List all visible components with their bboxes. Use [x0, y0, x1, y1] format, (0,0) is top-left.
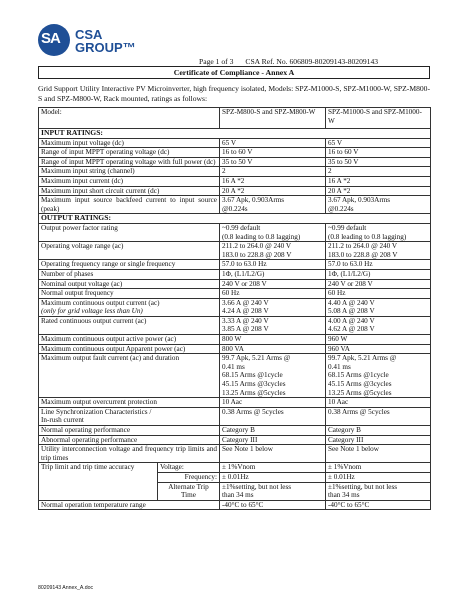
row-value-col1: 60 Hz — [220, 289, 326, 299]
header-col1: SPZ-M800-S and SPZ-M800-W — [220, 108, 326, 129]
row-value-col1: 3.66 A @ 240 V 4.24 A @ 208 V — [220, 298, 326, 316]
csa-group-logo — [38, 24, 158, 64]
row-value-col1: Category III — [220, 435, 326, 445]
row-value-col1: 800 VA — [220, 344, 326, 354]
row-label: Abnormal operating performance — [39, 435, 220, 445]
row-value-col2: 16 A *2 — [326, 176, 431, 186]
row-label: Operating voltage range (ac) — [39, 242, 220, 260]
table-row — [39, 289, 431, 299]
table-row — [39, 445, 431, 463]
table-row — [39, 148, 431, 158]
row-label: Normal output frequency — [39, 289, 220, 299]
table-row — [39, 176, 431, 186]
row-label: Maximum continuous output Apparent power (ac) — [39, 344, 220, 354]
row-label: Maximum continuous output current (ac) (only for grid voltage less than Un) — [39, 298, 220, 316]
row-value-col2: 0.38 Arms @ 5cycles — [326, 407, 431, 425]
section-output-ratings: OUTPUT RATINGS: — [39, 214, 431, 224]
table-row — [39, 223, 431, 241]
trip-sublabel-frequency: Frequency: — [158, 472, 220, 482]
row-value-col2: 20 A *2 — [326, 186, 431, 196]
row-value-col1: ± 1%Vnom — [220, 463, 326, 473]
row-value-col2: 3.67 Apk, 0.903Arms @0.224s — [326, 196, 431, 214]
row-value-col1: ~0.99 default (0.8 leading to 0.8 lagging) — [220, 223, 326, 241]
section-row — [39, 129, 431, 139]
table-row — [39, 167, 431, 177]
table-row — [39, 186, 431, 196]
trip-sublabel-voltage: Voltage: — [158, 463, 220, 473]
row-value-col2: 4.00 A @ 240 V 4.62 A @ 208 V — [326, 316, 431, 334]
row-value-col2: 960 VA — [326, 344, 431, 354]
row-label: Nominal output voltage (ac) — [39, 279, 220, 289]
section-row — [39, 214, 431, 224]
row-value-col1: 16 A *2 — [220, 176, 326, 186]
row-value-col2: 57.0 to 63.0 Hz — [326, 260, 431, 270]
row-value-col1: 57.0 to 63.0 Hz — [220, 260, 326, 270]
page-number: Page 1 of 3 — [199, 57, 234, 66]
table-row — [39, 407, 431, 425]
table-row — [39, 463, 431, 473]
row-value-col2: Category III — [326, 435, 431, 445]
row-value-col2: 1Φ, (L1/L2/G) — [326, 269, 431, 279]
logo-word-csa: CSA — [75, 27, 103, 42]
intro-paragraph: Grid Support Utility Interactive PV Microinverter, high frequency isolated, Models: SPZ-M1000-S, SPZ-M1000-W, SPZ-M800-S and SPZ-M800-W, Rack mounted, ratings as follows: — [38, 84, 430, 103]
annex-title: Certificate of Compliance - Annex A — [38, 66, 430, 79]
row-value-col1: See Note 1 below — [220, 445, 326, 463]
row-value-col1: 10 Aac — [220, 398, 326, 408]
table-row — [39, 138, 431, 148]
ratings-table — [38, 107, 431, 510]
row-value-col2: 16 to 60 V — [326, 148, 431, 158]
header-col2: SPZ-M1000-S and SPZ-M1000-W — [326, 108, 431, 129]
row-value-col2: ± 0.01Hz — [326, 472, 431, 482]
row-label: Trip limit and trip time accuracy — [39, 463, 158, 500]
row-value-col2: 4.40 A @ 240 V 5.08 A @ 208 V — [326, 298, 431, 316]
row-label: Normal operating performance — [39, 426, 220, 436]
row-value-col2: See Note 1 below — [326, 445, 431, 463]
row-value-col2: ± 1%Vnom — [326, 463, 431, 473]
row-value-col1: 35 to 50 V — [220, 157, 326, 167]
row-value-col1: 16 to 60 V — [220, 148, 326, 158]
section-input-ratings: INPUT RATINGS: — [39, 129, 431, 139]
row-value-col2: 10 Aac — [326, 398, 431, 408]
row-value-col2: 65 V — [326, 138, 431, 148]
row-value-col2: 211.2 to 264.0 @ 240 V 183.0 to 228.8 @ 208 V — [326, 242, 431, 260]
table-row — [39, 435, 431, 445]
row-label: Number of phases — [39, 269, 220, 279]
row-value-col2: Category B — [326, 426, 431, 436]
row-value-col1: 3.67 Apk, 0.903Arms @0.224s — [220, 196, 326, 214]
table-row — [39, 316, 431, 334]
trip-sublabel-alternate: Alternate Trip Time — [158, 482, 220, 500]
row-value-col2: 960 W — [326, 335, 431, 345]
row-label: Maximum input source backfeed current to input source (peak) — [39, 196, 220, 214]
row-value-col2: 35 to 50 V — [326, 157, 431, 167]
header-model: Model: — [39, 108, 220, 129]
table-row — [39, 426, 431, 436]
csa-ref-number: CSA Ref. No. 606809-80209143-80209143 — [245, 57, 379, 66]
row-label: Range of input MPPT operating voltage (dc) — [39, 148, 220, 158]
csa-logo-mark: SA — [38, 24, 70, 56]
table-row — [39, 196, 431, 214]
row-value-col1: 211.2 to 264.0 @ 240 V 183.0 to 228.8 @ 208 V — [220, 242, 326, 260]
table-row — [39, 398, 431, 408]
row-value-col2: 240 V or 208 V — [326, 279, 431, 289]
row-label: Line Synchronization Characteristics / In-rush current — [39, 407, 220, 425]
row-value-col1: 20 A *2 — [220, 186, 326, 196]
logo-word-group: GROUP™ — [75, 40, 136, 55]
row-value-col1: 65 V — [220, 138, 326, 148]
row-label: Maximum output overcurrent protection — [39, 398, 220, 408]
row-label: Normal operation temperature range — [39, 500, 220, 510]
table-row — [39, 354, 431, 398]
page-reference — [199, 57, 390, 66]
row-label: Maximum input short circuit current (dc) — [39, 186, 220, 196]
table-row — [39, 335, 431, 345]
row-value-col1: 2 — [220, 167, 326, 177]
table-row — [39, 500, 431, 510]
row-label: Maximum input voltage (dc) — [39, 138, 220, 148]
row-value-col1: ±1%setting, but not less than 34 ms — [220, 482, 326, 500]
row-value-col2: ±1%setting, but not less than 34 ms — [326, 482, 431, 500]
document-footer: 80209143 Annex_A.doc — [38, 585, 94, 591]
row-value-col2: 2 — [326, 167, 431, 177]
row-value-col2: -40°C to 65°C — [326, 500, 431, 510]
row-label: Rated continuous output current (ac) — [39, 316, 220, 334]
table-row — [39, 157, 431, 167]
row-value-col2: 99.7 Apk, 5.21 Arms @ 0.41 ms 68.15 Arms @1cycle 45.15 Arms @3cycles 13.25 Arms @5cycles — [326, 354, 431, 398]
table-row — [39, 269, 431, 279]
row-value-col1: ± 0.01Hz — [220, 472, 326, 482]
row-value-col1: -40°C to 65°C — [220, 500, 326, 510]
row-value-col1: Category B — [220, 426, 326, 436]
table-row — [39, 344, 431, 354]
table-row — [39, 242, 431, 260]
row-label: Maximum output fault current (ac) and duration — [39, 354, 220, 398]
table-header-row — [39, 108, 431, 129]
row-value-col1: 99.7 Apk, 5.21 Arms @ 0.41 ms 68.15 Arms @1cycle 45.15 Arms @3cycles 13.25 Arms @5cycles — [220, 354, 326, 398]
row-label: Maximum continuous output active power (ac) — [39, 335, 220, 345]
table-row — [39, 279, 431, 289]
row-value-col1: 0.38 Arms @ 5cycles — [220, 407, 326, 425]
row-label: Operating frequency range or single frequency — [39, 260, 220, 270]
row-value-col1: 800 W — [220, 335, 326, 345]
row-value-col1: 1Φ, (L1/L2/G) — [220, 269, 326, 279]
row-label: Output power factor rating — [39, 223, 220, 241]
row-label: Range of input MPPT operating voltage with full power (dc) — [39, 157, 220, 167]
row-value-col2: 60 Hz — [326, 289, 431, 299]
row-label: Maximum input string (channel) — [39, 167, 220, 177]
table-row — [39, 260, 431, 270]
table-row — [39, 298, 431, 316]
row-value-col2: ~0.99 default (0.8 leading to 0.8 lagging) — [326, 223, 431, 241]
row-label: Utility interconnection voltage and frequency trip limits and trip times — [39, 445, 220, 463]
row-value-col1: 240 V or 208 V — [220, 279, 326, 289]
row-value-col1: 3.33 A @ 240 V 3.85 A @ 208 V — [220, 316, 326, 334]
row-label: Maximum input current (dc) — [39, 176, 220, 186]
